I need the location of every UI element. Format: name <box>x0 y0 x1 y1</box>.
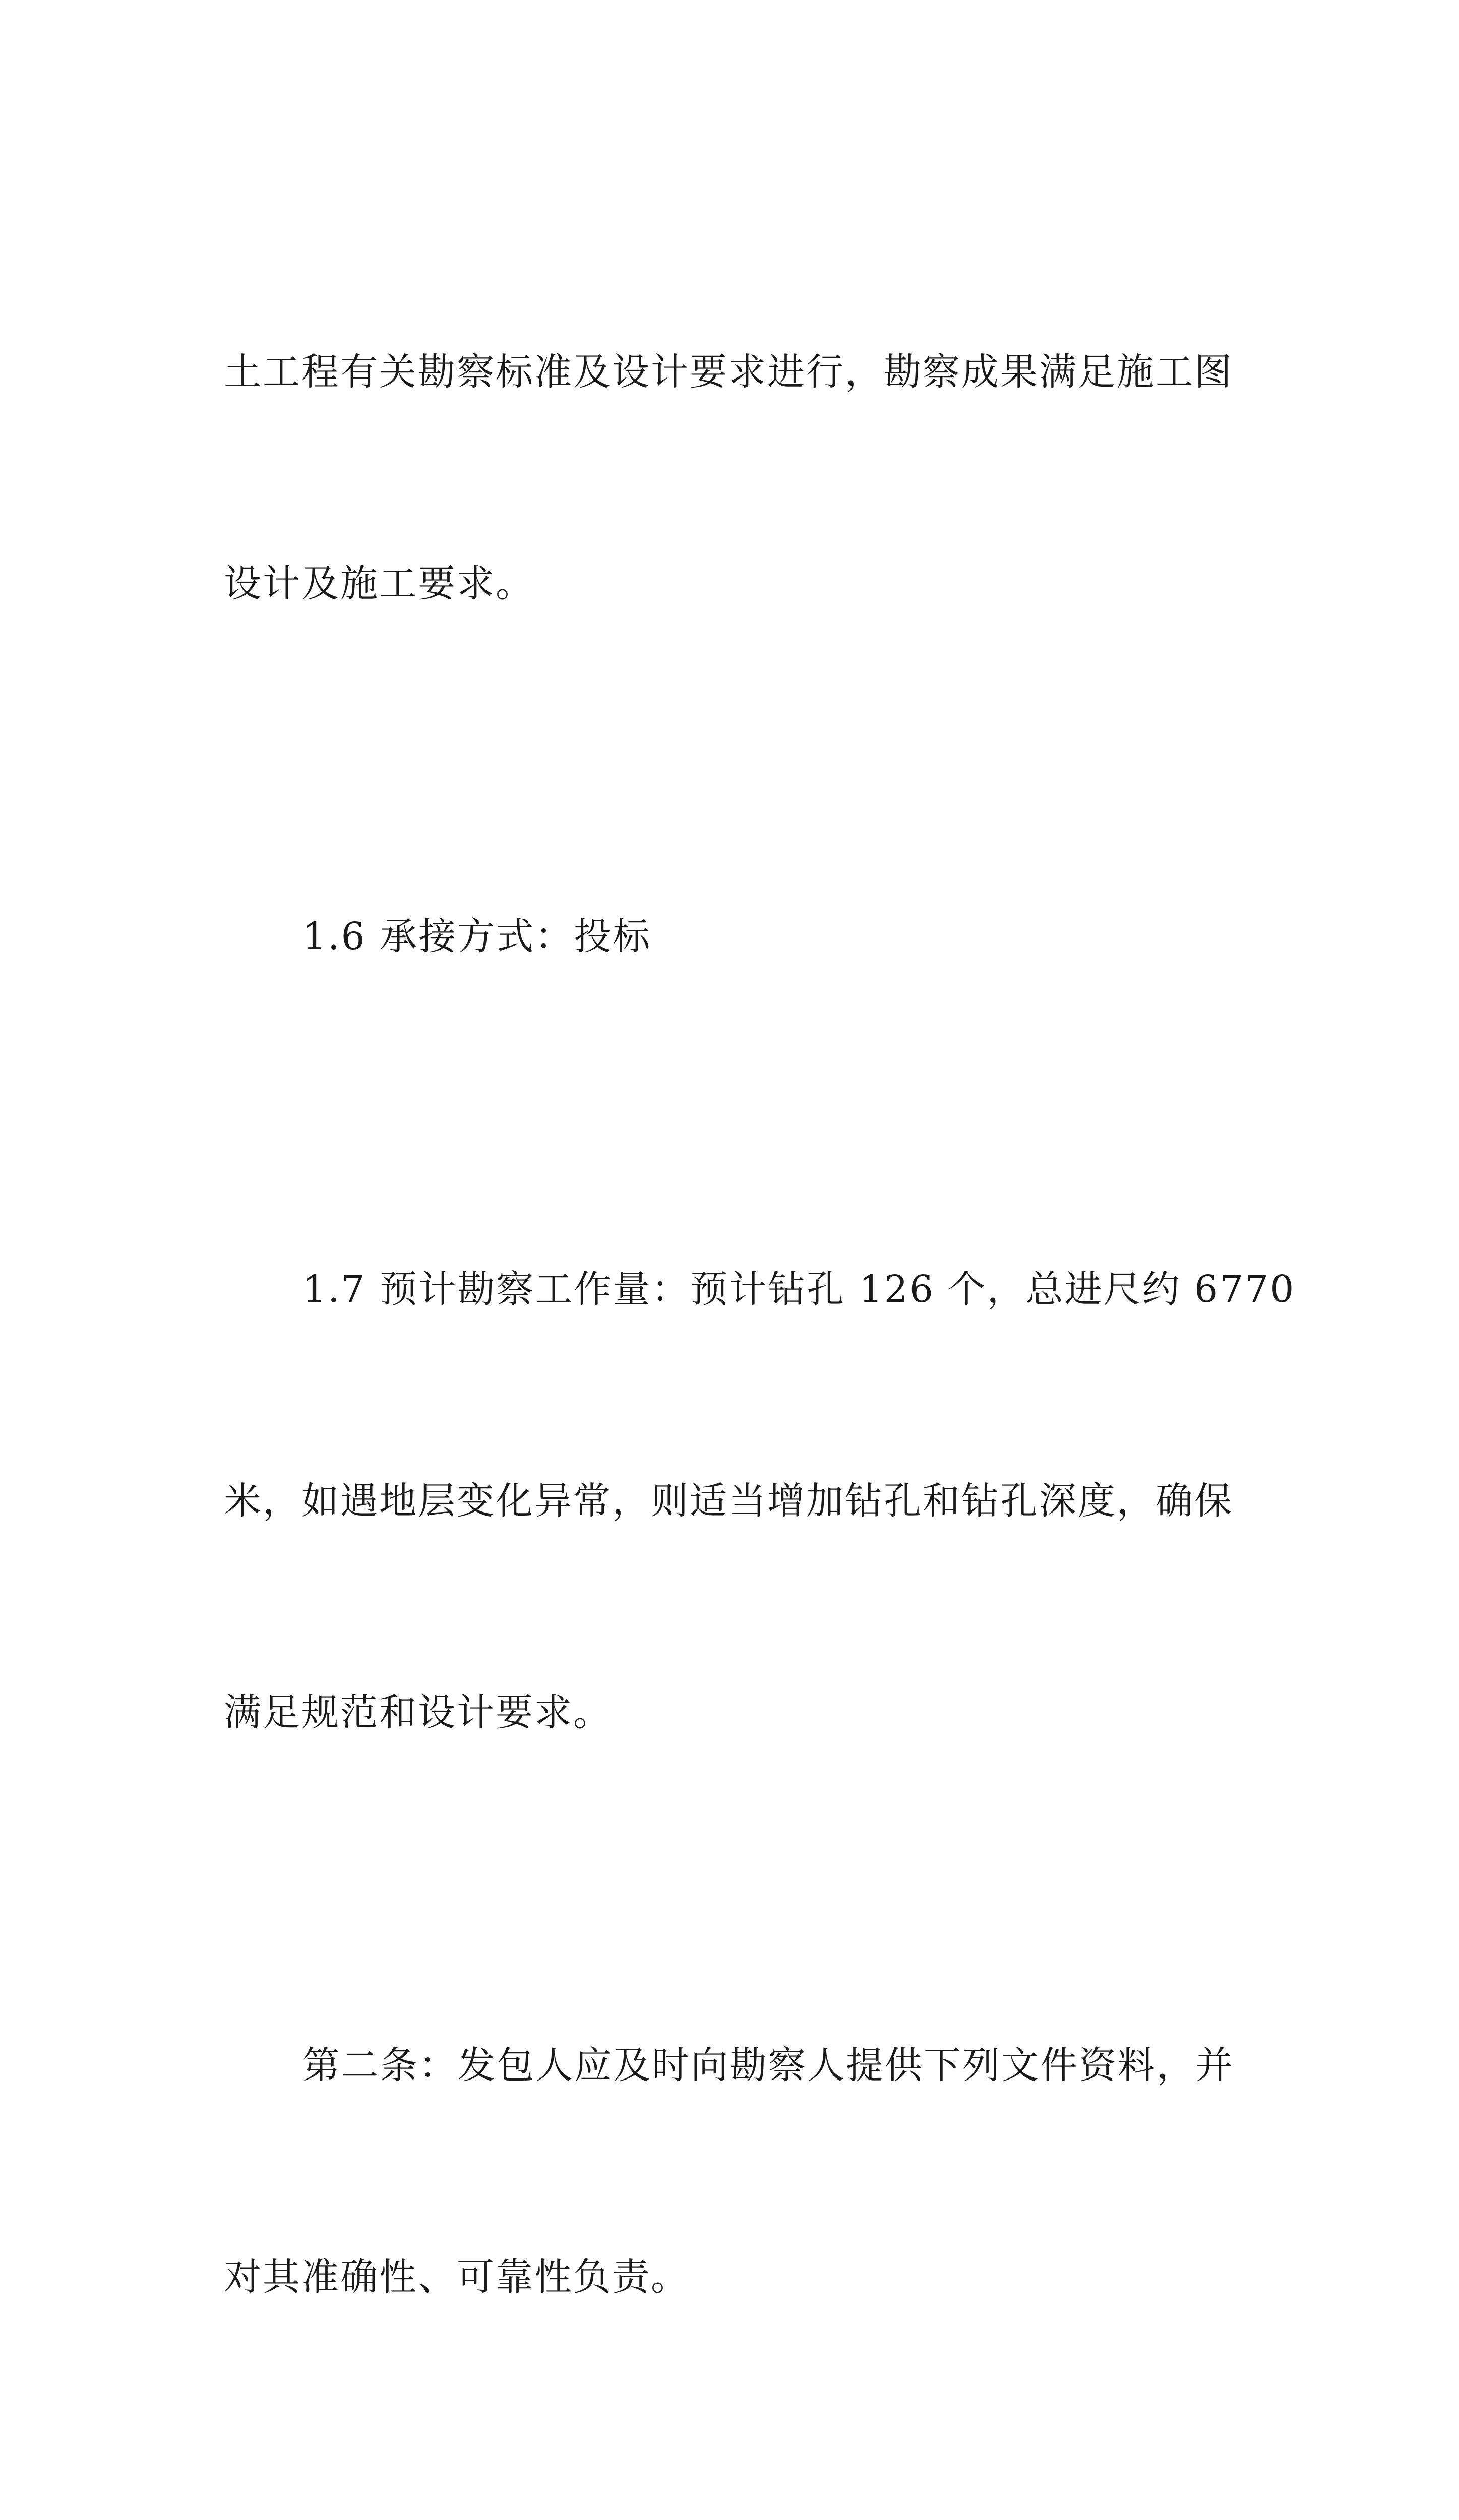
paragraph-1-6 <box>224 760 1247 1113</box>
document-page <box>224 196 1296 2520</box>
text-line: 设计及施工要求。 <box>224 562 534 605</box>
text-line: 对其准确性、可靠性负责。 <box>224 2255 690 2299</box>
text-line: 米，如遇地层变化异常，则适当增加钻孔和钻孔深度，确保 <box>224 1479 1233 1523</box>
text-line: 1.7 预计勘察工作量：预计钻孔 126 个，总进尺约 6770 <box>302 1268 1296 1311</box>
paragraph-article-2 <box>224 1889 1247 2453</box>
paragraph-survey-standards <box>224 196 1247 760</box>
text-line: 土工程有关勘察标准及设计要求进行，勘察成果满足施工图 <box>224 350 1233 394</box>
paragraph-2-1 <box>224 2453 1247 2520</box>
text-line: 1.6 承接方式：投标 <box>302 915 652 958</box>
text-line: 第二条：发包人应及时向勘察人提供下列文件资料，并 <box>302 2044 1234 2087</box>
text-line: 满足规范和设计要求。 <box>224 1691 612 1734</box>
paragraph-1-7 <box>224 1113 1296 1889</box>
